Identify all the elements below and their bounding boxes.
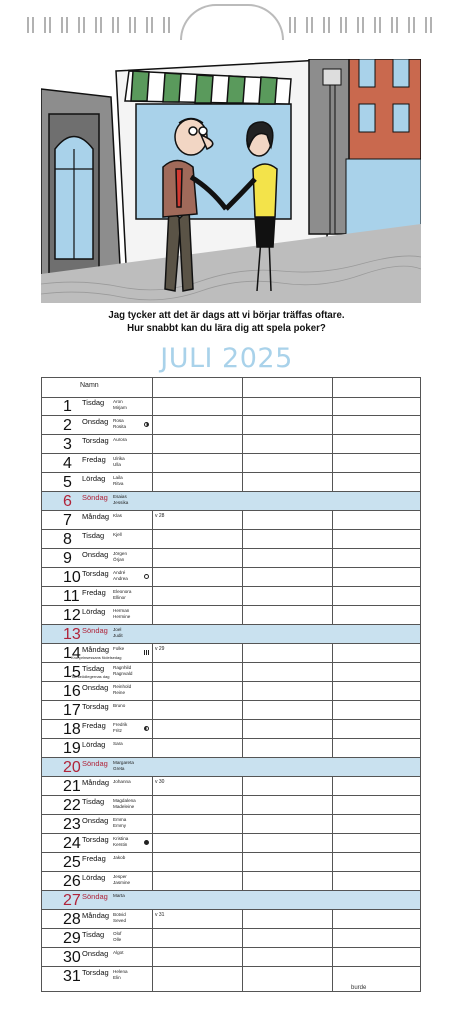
header-namn-label: Namn [80,382,99,389]
name-day-name: Klas [113,513,122,518]
name-day-names [113,418,126,430]
full-moon-icon [144,574,149,579]
day-number: 25 [63,854,81,871]
day-row[interactable] [42,929,420,948]
week-number: v 29 [155,646,165,652]
name-day-name: Bruno [113,703,126,708]
day-number: 17 [63,702,81,719]
hanger-hook [180,4,284,40]
name-day-name: Ragnhild [113,665,132,670]
name-day-names [113,627,123,639]
cartoon-caption [37,309,417,335]
day-row[interactable] [42,853,420,872]
day-number: 11 [63,588,80,605]
name-day-name: Sara [113,741,123,746]
day-row[interactable] [42,872,420,891]
name-day-names [113,817,126,829]
day-number: 9 [63,550,72,567]
name-day-name: Marta [113,893,125,898]
name-day-name: Joel [113,627,122,632]
day-row[interactable] [42,606,420,625]
name-day-name: Botvid [113,912,126,917]
name-day-name: Herman [113,608,130,613]
day-number: 10 [63,569,81,586]
weekday-name: Måndag [82,778,110,787]
weekday-name: Torsdag [82,702,109,711]
calendar-header [42,378,420,398]
name-day-names [113,912,126,924]
day-row[interactable] [42,644,420,663]
weekday-name: Fredag [82,854,106,863]
name-day-name: Hermine [113,614,131,619]
name-day-name: Seved [113,918,127,923]
last-moon-icon [144,726,149,731]
cartoon-illustration [41,59,421,303]
weekday-name: Onsdag [82,550,109,559]
calendar-grid [41,377,421,992]
day-number: 1 [63,398,72,415]
name-day-name: Ritva [113,481,124,486]
name-day-names [113,722,127,734]
day-number: 28 [63,911,81,928]
name-day-name: Kerstin [113,842,128,847]
week-number: v 28 [155,513,165,519]
name-day-name: Mirjam [113,405,127,410]
name-day-name: Ulla [113,462,121,467]
day-row[interactable] [42,397,420,416]
name-day-name: Fritz [113,728,122,733]
weekday-name: Torsdag [82,569,109,578]
name-day-name: Esaias [113,494,127,499]
weekday-name: Lördag [82,474,106,483]
weekday-name: Onsdag [82,949,109,958]
weekday-name: Söndag [82,759,108,768]
name-day-name: Madeleine [113,804,135,809]
brand-label: burde [351,985,367,991]
day-row[interactable] [42,682,420,701]
weekday-name: Lördag [82,873,106,882]
weekday-name: Lördag [82,740,106,749]
day-row[interactable] [42,834,420,853]
day-number: 5 [63,474,72,491]
week-number: v 30 [155,779,165,785]
week-number: v 31 [155,912,165,918]
day-number: 4 [63,455,72,472]
name-day-name: Andrea [113,576,128,581]
name-day-name: Reinhold [113,684,132,689]
name-day-name: Aron [113,399,123,404]
name-day-names [113,570,128,582]
name-day-name: Aurora [113,437,127,442]
name-day-names [113,456,125,468]
name-day-name: Greta [113,766,125,771]
name-day-names [113,893,125,899]
name-day-name: Olle [113,937,122,942]
day-row[interactable] [42,815,420,834]
flag-day-icon [144,650,150,655]
day-number: 29 [63,930,81,947]
caption-line-2: Hur snabbt kan du lära dig att spela poker? [127,322,326,334]
day-number: 7 [63,512,72,529]
name-day-names [113,589,131,601]
day-row[interactable] [42,492,420,511]
day-row[interactable] [42,663,420,682]
name-day-names [113,798,136,810]
day-row[interactable] [42,530,420,549]
caption-line-1: Jag tycker att det är dags att vi börjar träffas oftare. [108,309,345,321]
weekday-name: Fredag [82,588,106,597]
weekday-name: Onsdag [82,816,109,825]
name-day-name: Eleonora [113,589,132,594]
name-day-name: Margareta [113,760,134,765]
name-day-name: Ellinor [113,595,126,600]
name-day-names [113,494,128,506]
weekday-name: Tisdag [82,797,105,806]
name-day-name: Fredrik [113,722,128,727]
day-row[interactable] [42,568,420,587]
day-number: 27 [63,892,81,909]
name-day-name: Johanna [113,779,131,784]
name-day-names [113,836,128,848]
weekday-name: Torsdag [82,968,109,977]
name-day-name: André [113,570,126,575]
day-number: 24 [63,835,81,852]
weekday-name: Söndag [82,626,108,635]
day-row[interactable] [42,967,420,986]
name-day-name: Rosita [113,424,127,429]
day-row[interactable] [42,625,420,644]
name-day-names [113,475,123,487]
new-moon-icon [144,840,149,845]
name-day-name: Emmy [113,823,127,828]
name-day-names [113,437,127,443]
name-day-name: Judit [113,633,123,638]
weekday-name: Onsdag [82,417,109,426]
day-number: 20 [63,759,81,776]
name-day-name: Algot [113,950,124,955]
month-title: JULI 2025 [160,343,293,374]
weekday-name: Söndag [82,493,108,502]
day-number: 15 [63,664,81,681]
day-row[interactable] [42,454,420,473]
day-number: 21 [63,778,81,795]
name-day-names [113,399,127,411]
day-number: 23 [63,816,81,833]
name-day-name: Kristina [113,836,129,841]
name-day-names [113,779,131,785]
name-day-names [113,646,124,652]
name-day-names [113,855,125,861]
day-row[interactable] [42,891,420,910]
name-day-names [113,741,123,747]
day-row[interactable] [42,701,420,720]
name-day-name: Jasmine [113,880,131,885]
name-day-names [113,874,130,886]
weekday-name: Måndag [82,911,110,920]
day-row[interactable] [42,720,420,739]
weekday-name: Söndag [82,892,108,901]
weekday-name: Måndag [82,512,110,521]
day-row[interactable] [42,416,420,435]
name-day-name: Folke [113,646,125,651]
day-row[interactable] [42,739,420,758]
weekday-name: Torsdag [82,436,109,445]
day-number: 12 [63,607,81,624]
name-day-names [113,551,127,563]
name-day-name: Jessika [113,500,129,505]
day-row[interactable] [42,777,420,796]
day-number: 22 [63,797,81,814]
name-day-name: Magdalena [113,798,136,803]
day-row[interactable] [42,435,420,454]
name-day-names [113,665,132,677]
name-day-name: Jörgen [113,551,128,556]
holiday-label: Kronprinsessans födelsedag [71,655,122,660]
first-moon-icon [144,422,149,427]
day-number: 16 [63,683,81,700]
weekday-name: Fredag [82,721,106,730]
name-day-name: Reine [113,690,126,695]
name-day-names [113,969,128,981]
day-row[interactable] [42,796,420,815]
name-day-name: Rosa [113,418,124,423]
day-row[interactable] [42,549,420,568]
day-row[interactable] [42,587,420,606]
name-day-name: Olof [113,931,122,936]
name-day-names [113,513,122,519]
weekday-name: Torsdag [82,835,109,844]
name-day-names [113,608,130,620]
day-row[interactable] [42,948,420,967]
name-day-names [113,703,125,709]
weekday-name: Tisdag [82,930,105,939]
name-day-names [113,532,122,538]
day-number: 19 [63,740,81,757]
day-row[interactable] [42,910,420,929]
weekday-name: Tisdag [82,398,105,407]
weekday-name: Fredag [82,455,106,464]
name-day-name: Ragnvald [113,671,133,676]
day-number: 30 [63,949,81,966]
name-day-name: Jakob [113,855,126,860]
name-day-name: Ulrika [113,456,125,461]
name-day-names [113,931,121,943]
weekday-name: Måndag [82,645,110,654]
weekday-name: Lördag [82,607,106,616]
day-number: 13 [63,626,81,643]
holiday-label: Tomteödlegernas dag [71,674,110,679]
name-day-name: Örjan [113,557,125,562]
weekday-name: Onsdag [82,683,109,692]
day-number: 3 [63,436,72,453]
weekday-name: Tisdag [82,664,105,673]
day-number: 8 [63,531,72,548]
day-number: 14 [63,645,81,662]
name-day-names [113,760,134,772]
name-day-name: Laila [113,475,123,480]
day-row[interactable] [42,511,420,530]
name-day-name: Helena [113,969,128,974]
day-number: 26 [63,873,81,890]
day-number: 31 [63,968,81,985]
name-day-name: Emma [113,817,127,822]
name-day-names [113,684,131,696]
day-number: 2 [63,417,72,434]
day-number: 6 [63,493,72,510]
day-row[interactable] [42,473,420,492]
name-day-names [113,950,123,956]
day-number: 18 [63,721,81,738]
name-day-name: Kjell [113,532,122,537]
name-day-name: Jesper [113,874,127,879]
name-day-name: Elin [113,975,121,980]
day-row[interactable] [42,758,420,777]
weekday-name: Tisdag [82,531,105,540]
